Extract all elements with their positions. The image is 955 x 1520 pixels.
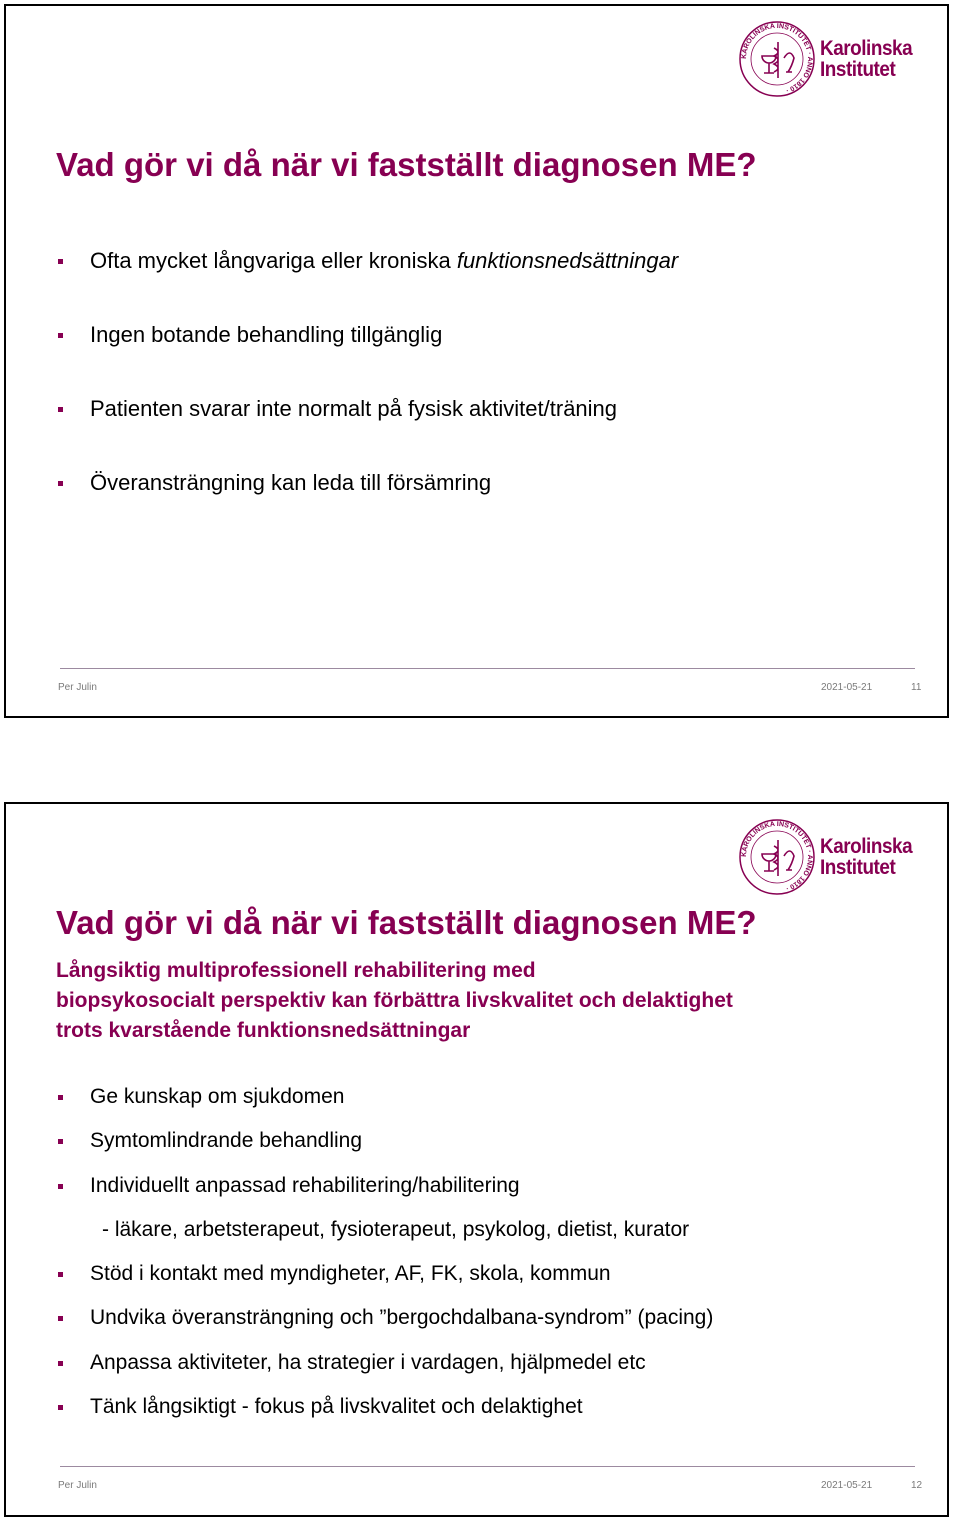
subtitle-line: biopsykosocialt perspektiv kan förbättra livskvalitet och delaktighet — [56, 989, 733, 1012]
emphasis-text: funktionsnedsättningar — [456, 248, 679, 273]
footer-date: 2021-05-21 — [821, 1480, 873, 1491]
karolinska-logo — [738, 818, 923, 898]
bullet-item: Ge kunskap om sjukdomen — [56, 1082, 713, 1126]
bullet-item: Undvika överansträngning och ”bergochdalbana-syndrom” (pacing) — [56, 1303, 713, 1347]
logo-line-2: Institutet — [820, 856, 896, 879]
logo-line-1: Karolinska — [820, 835, 913, 858]
logo-line-1: Karolinska — [820, 37, 913, 60]
footer-divider — [60, 668, 915, 669]
logo-wordmark — [820, 836, 912, 878]
footer-page-number: 11 — [911, 682, 922, 693]
bullet-item: Överansträngning kan leda till försämring — [56, 468, 678, 542]
footer-divider — [60, 1466, 915, 1467]
slide-title: Vad gör vi då när vi fastställt diagnosen ME? — [56, 904, 757, 941]
svg-text:KAROLINSKA INSTITUTET · ANNO 1: KAROLINSKA INSTITUTET · ANNO 1810 · — [740, 820, 814, 892]
slide-12 — [4, 802, 949, 1517]
bullet-square-icon — [58, 333, 63, 338]
bullet-list — [56, 1082, 713, 1436]
bullet-square-icon — [58, 1272, 63, 1277]
bullet-item: Stöd i kontakt med myndigheter, AF, FK, skola, kommun — [56, 1259, 713, 1303]
slide-11 — [4, 4, 949, 718]
footer-page-number: 12 — [911, 1480, 923, 1491]
bullet-item: Ingen botande behandling tillgänglig — [56, 320, 678, 394]
bullet-square-icon — [58, 1139, 63, 1144]
bullet-square-icon — [58, 1361, 63, 1366]
bullet-item: Ofta mycket långvariga eller kroniska funktionsnedsättningar — [56, 246, 678, 320]
karolinska-logo — [738, 20, 923, 100]
seal-icon — [738, 20, 816, 98]
footer-author: Per Julin — [58, 682, 97, 693]
bullet-item: Patienten svarar inte normalt på fysisk aktivitet/träning — [56, 394, 678, 468]
bullet-square-icon — [58, 1184, 63, 1189]
svg-text:KAROLINSKA INSTITUTET · ANNO 1: KAROLINSKA INSTITUTET · ANNO 1810 · — [740, 22, 814, 94]
footer-date: 2021-05-21 — [821, 682, 873, 693]
seal-icon — [738, 818, 816, 896]
logo-line-2: Institutet — [820, 58, 896, 81]
bullet-item: Individuellt anpassad rehabilitering/habilitering — [56, 1171, 713, 1215]
subtitle-line: Långsiktig multiprofessionell rehabilitering med — [56, 959, 536, 982]
bullet-square-icon — [58, 259, 63, 264]
subtitle-line: trots kvarstående funktionsnedsättningar — [56, 1019, 471, 1042]
slide-subtitle — [56, 956, 916, 1046]
sub-bullet-item: - läkare, arbetsterapeut, fysioterapeut, psykolog, dietist, kurator — [102, 1217, 690, 1241]
slide-title: Vad gör vi då när vi fastställt diagnosen ME? — [56, 146, 757, 183]
bullet-list — [56, 246, 678, 542]
logo-wordmark — [820, 38, 912, 80]
bullet-item: Anpassa aktiviteter, ha strategier i vardagen, hjälpmedel etc — [56, 1348, 713, 1392]
bullet-item: Symtomlindrande behandling — [56, 1126, 713, 1170]
bullet-square-icon — [58, 407, 63, 412]
bullet-square-icon — [58, 1316, 63, 1321]
bullet-square-icon — [58, 1405, 63, 1410]
bullet-item: Tänk långsiktigt - fokus på livskvalitet och delaktighet — [56, 1392, 713, 1436]
bullet-square-icon — [58, 1095, 63, 1100]
bullet-square-icon — [58, 481, 63, 486]
footer-author: Per Julin — [58, 1480, 97, 1491]
